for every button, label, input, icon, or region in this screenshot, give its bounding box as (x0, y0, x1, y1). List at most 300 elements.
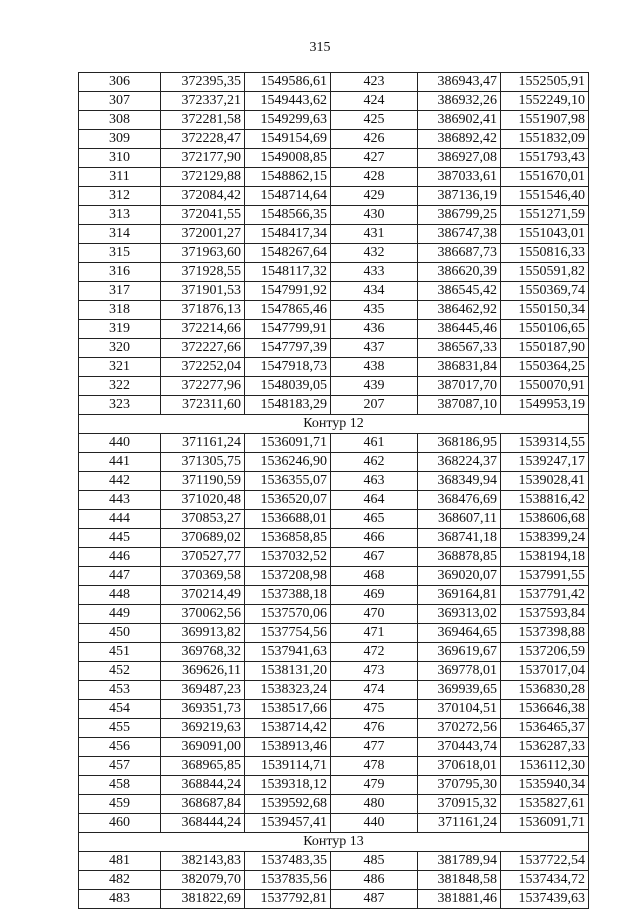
x-coordinate-cell: 387136,19 (418, 187, 501, 206)
x-coordinate-cell: 370369,58 (161, 567, 245, 586)
point-number-cell: 311 (79, 168, 161, 187)
y-coordinate-cell: 1537991,55 (501, 567, 589, 586)
x-coordinate-cell: 372177,90 (161, 149, 245, 168)
section-heading: Контур 13 (79, 833, 589, 852)
point-number-cell: 423 (331, 73, 418, 92)
point-number-cell: 442 (79, 472, 161, 491)
x-coordinate-cell: 370104,51 (418, 700, 501, 719)
table-row (79, 130, 589, 149)
y-coordinate-cell: 1550106,65 (501, 320, 589, 339)
y-coordinate-cell: 1539592,68 (245, 795, 331, 814)
point-number-cell: 451 (79, 643, 161, 662)
y-coordinate-cell: 1538816,42 (501, 491, 589, 510)
point-number-cell: 460 (79, 814, 161, 833)
x-coordinate-cell: 369619,67 (418, 643, 501, 662)
x-coordinate-cell: 371876,13 (161, 301, 245, 320)
y-coordinate-cell: 1539028,41 (501, 472, 589, 491)
x-coordinate-cell: 368844,24 (161, 776, 245, 795)
x-coordinate-cell: 370527,77 (161, 548, 245, 567)
x-coordinate-cell: 382079,70 (161, 871, 245, 890)
x-coordinate-cell: 370214,49 (161, 586, 245, 605)
x-coordinate-cell: 386545,42 (418, 282, 501, 301)
y-coordinate-cell: 1537570,06 (245, 605, 331, 624)
x-coordinate-cell: 382143,83 (161, 852, 245, 871)
x-coordinate-cell: 386567,33 (418, 339, 501, 358)
table-row (79, 662, 589, 681)
point-number-cell: 469 (331, 586, 418, 605)
x-coordinate-cell: 370618,01 (418, 757, 501, 776)
y-coordinate-cell: 1551546,40 (501, 187, 589, 206)
x-coordinate-cell: 370915,32 (418, 795, 501, 814)
x-coordinate-cell: 369464,65 (418, 624, 501, 643)
y-coordinate-cell: 1537754,56 (245, 624, 331, 643)
point-number-cell: 449 (79, 605, 161, 624)
y-coordinate-cell: 1536520,07 (245, 491, 331, 510)
table-row (79, 244, 589, 263)
y-coordinate-cell: 1548039,05 (245, 377, 331, 396)
table-row (79, 624, 589, 643)
point-number-cell: 443 (79, 491, 161, 510)
x-coordinate-cell: 370853,27 (161, 510, 245, 529)
point-number-cell: 448 (79, 586, 161, 605)
point-number-cell: 307 (79, 92, 161, 111)
x-coordinate-cell: 387017,70 (418, 377, 501, 396)
x-coordinate-cell: 371963,60 (161, 244, 245, 263)
point-number-cell: 306 (79, 73, 161, 92)
point-number-cell: 427 (331, 149, 418, 168)
y-coordinate-cell: 1551271,59 (501, 206, 589, 225)
y-coordinate-cell: 1535827,61 (501, 795, 589, 814)
table-row (79, 453, 589, 472)
y-coordinate-cell: 1538714,42 (245, 719, 331, 738)
point-number-cell: 461 (331, 434, 418, 453)
point-number-cell: 486 (331, 871, 418, 890)
y-coordinate-cell: 1552249,10 (501, 92, 589, 111)
page-number: 315 (309, 40, 331, 55)
y-coordinate-cell: 1536830,28 (501, 681, 589, 700)
point-number-cell: 434 (331, 282, 418, 301)
y-coordinate-cell: 1536287,33 (501, 738, 589, 757)
x-coordinate-cell: 386445,46 (418, 320, 501, 339)
table-row (79, 852, 589, 871)
x-coordinate-cell: 370062,56 (161, 605, 245, 624)
point-number-cell: 314 (79, 225, 161, 244)
point-number-cell: 473 (331, 662, 418, 681)
y-coordinate-cell: 1537791,42 (501, 586, 589, 605)
y-coordinate-cell: 1551670,01 (501, 168, 589, 187)
table-row (79, 776, 589, 795)
x-coordinate-cell: 372084,42 (161, 187, 245, 206)
x-coordinate-cell: 372228,47 (161, 130, 245, 149)
point-number-cell: 428 (331, 168, 418, 187)
point-number-cell: 435 (331, 301, 418, 320)
point-number-cell: 309 (79, 130, 161, 149)
x-coordinate-cell: 370443,74 (418, 738, 501, 757)
x-coordinate-cell: 369913,82 (161, 624, 245, 643)
point-number-cell: 429 (331, 187, 418, 206)
point-number-cell: 453 (79, 681, 161, 700)
y-coordinate-cell: 1539457,41 (245, 814, 331, 833)
x-coordinate-cell: 369626,11 (161, 662, 245, 681)
y-coordinate-cell: 1547799,91 (245, 320, 331, 339)
y-coordinate-cell: 1537792,81 (245, 890, 331, 909)
table-row (79, 738, 589, 757)
table-row (79, 225, 589, 244)
point-number-cell: 454 (79, 700, 161, 719)
y-coordinate-cell: 1538606,68 (501, 510, 589, 529)
y-coordinate-cell: 1548117,32 (245, 263, 331, 282)
x-coordinate-cell: 368741,18 (418, 529, 501, 548)
point-number-cell: 441 (79, 453, 161, 472)
point-number-cell: 424 (331, 92, 418, 111)
point-number-cell: 471 (331, 624, 418, 643)
table-row (79, 567, 589, 586)
point-number-cell: 430 (331, 206, 418, 225)
y-coordinate-cell: 1539318,12 (245, 776, 331, 795)
x-coordinate-cell: 372041,55 (161, 206, 245, 225)
table-row (79, 643, 589, 662)
x-coordinate-cell: 368687,84 (161, 795, 245, 814)
x-coordinate-cell: 371901,53 (161, 282, 245, 301)
y-coordinate-cell: 1548862,15 (245, 168, 331, 187)
y-coordinate-cell: 1537941,63 (245, 643, 331, 662)
y-coordinate-cell: 1537483,35 (245, 852, 331, 871)
y-coordinate-cell: 1551832,09 (501, 130, 589, 149)
point-number-cell: 477 (331, 738, 418, 757)
table-row (79, 890, 589, 909)
table-row (79, 548, 589, 567)
x-coordinate-cell: 371161,24 (418, 814, 501, 833)
point-number-cell: 476 (331, 719, 418, 738)
point-number-cell: 425 (331, 111, 418, 130)
y-coordinate-cell: 1537593,84 (501, 605, 589, 624)
point-number-cell: 426 (331, 130, 418, 149)
y-coordinate-cell: 1550591,82 (501, 263, 589, 282)
table-row (79, 681, 589, 700)
y-coordinate-cell: 1547918,73 (245, 358, 331, 377)
point-number-cell: 463 (331, 472, 418, 491)
x-coordinate-cell: 369091,00 (161, 738, 245, 757)
y-coordinate-cell: 1552505,91 (501, 73, 589, 92)
y-coordinate-cell: 1538194,18 (501, 548, 589, 567)
x-coordinate-cell: 369020,07 (418, 567, 501, 586)
x-coordinate-cell: 369487,23 (161, 681, 245, 700)
y-coordinate-cell: 1535940,34 (501, 776, 589, 795)
y-coordinate-cell: 1537017,04 (501, 662, 589, 681)
point-number-cell: 478 (331, 757, 418, 776)
table-row (79, 871, 589, 890)
x-coordinate-cell: 369313,02 (418, 605, 501, 624)
point-number-cell: 318 (79, 301, 161, 320)
x-coordinate-cell: 372214,66 (161, 320, 245, 339)
point-number-cell: 462 (331, 453, 418, 472)
x-coordinate-cell: 369939,65 (418, 681, 501, 700)
point-number-cell: 207 (331, 396, 418, 415)
x-coordinate-cell: 369164,81 (418, 586, 501, 605)
table-row (79, 529, 589, 548)
table-row (79, 92, 589, 111)
point-number-cell: 313 (79, 206, 161, 225)
y-coordinate-cell: 1538399,24 (501, 529, 589, 548)
point-number-cell: 467 (331, 548, 418, 567)
point-number-cell: 450 (79, 624, 161, 643)
x-coordinate-cell: 381848,58 (418, 871, 501, 890)
point-number-cell: 440 (331, 814, 418, 833)
point-number-cell: 315 (79, 244, 161, 263)
y-coordinate-cell: 1536112,30 (501, 757, 589, 776)
point-number-cell: 472 (331, 643, 418, 662)
point-number-cell: 459 (79, 795, 161, 814)
x-coordinate-cell: 387087,10 (418, 396, 501, 415)
point-number-cell: 316 (79, 263, 161, 282)
x-coordinate-cell: 369768,32 (161, 643, 245, 662)
y-coordinate-cell: 1548183,29 (245, 396, 331, 415)
point-number-cell: 321 (79, 358, 161, 377)
table-row (79, 605, 589, 624)
y-coordinate-cell: 1537835,56 (245, 871, 331, 890)
y-coordinate-cell: 1547991,92 (245, 282, 331, 301)
x-coordinate-cell: 369351,73 (161, 700, 245, 719)
section-heading: Контур 12 (79, 415, 589, 434)
point-number-cell: 466 (331, 529, 418, 548)
x-coordinate-cell: 386943,47 (418, 73, 501, 92)
point-number-cell: 431 (331, 225, 418, 244)
table-row (79, 168, 589, 187)
y-coordinate-cell: 1549443,62 (245, 92, 331, 111)
x-coordinate-cell: 368186,95 (418, 434, 501, 453)
y-coordinate-cell: 1536091,71 (501, 814, 589, 833)
y-coordinate-cell: 1536688,01 (245, 510, 331, 529)
coordinates-table (78, 72, 589, 909)
y-coordinate-cell: 1536646,38 (501, 700, 589, 719)
x-coordinate-cell: 371305,75 (161, 453, 245, 472)
y-coordinate-cell: 1539314,55 (501, 434, 589, 453)
x-coordinate-cell: 386892,42 (418, 130, 501, 149)
table-row (79, 377, 589, 396)
y-coordinate-cell: 1537398,88 (501, 624, 589, 643)
y-coordinate-cell: 1548566,35 (245, 206, 331, 225)
table-row (79, 282, 589, 301)
point-number-cell: 481 (79, 852, 161, 871)
table-row (79, 301, 589, 320)
x-coordinate-cell: 386620,39 (418, 263, 501, 282)
point-number-cell: 436 (331, 320, 418, 339)
point-number-cell: 447 (79, 567, 161, 586)
y-coordinate-cell: 1537388,18 (245, 586, 331, 605)
x-coordinate-cell: 381881,46 (418, 890, 501, 909)
table-row (79, 187, 589, 206)
y-coordinate-cell: 1547865,46 (245, 301, 331, 320)
y-coordinate-cell: 1538913,46 (245, 738, 331, 757)
y-coordinate-cell: 1549008,85 (245, 149, 331, 168)
point-number-cell: 320 (79, 339, 161, 358)
y-coordinate-cell: 1549299,63 (245, 111, 331, 130)
x-coordinate-cell: 372129,88 (161, 168, 245, 187)
x-coordinate-cell: 386927,08 (418, 149, 501, 168)
table-row (79, 206, 589, 225)
x-coordinate-cell: 368224,37 (418, 453, 501, 472)
point-number-cell: 482 (79, 871, 161, 890)
point-number-cell: 308 (79, 111, 161, 130)
x-coordinate-cell: 371161,24 (161, 434, 245, 453)
section-heading-row (79, 833, 589, 852)
x-coordinate-cell: 386687,73 (418, 244, 501, 263)
x-coordinate-cell: 368965,85 (161, 757, 245, 776)
table-row (79, 700, 589, 719)
point-number-cell: 464 (331, 491, 418, 510)
x-coordinate-cell: 372311,60 (161, 396, 245, 415)
y-coordinate-cell: 1538517,66 (245, 700, 331, 719)
point-number-cell: 456 (79, 738, 161, 757)
point-number-cell: 458 (79, 776, 161, 795)
point-number-cell: 480 (331, 795, 418, 814)
point-number-cell: 322 (79, 377, 161, 396)
point-number-cell: 457 (79, 757, 161, 776)
y-coordinate-cell: 1536246,90 (245, 453, 331, 472)
x-coordinate-cell: 368878,85 (418, 548, 501, 567)
x-coordinate-cell: 368476,69 (418, 491, 501, 510)
x-coordinate-cell: 372227,66 (161, 339, 245, 358)
table-row (79, 795, 589, 814)
y-coordinate-cell: 1536858,85 (245, 529, 331, 548)
point-number-cell: 432 (331, 244, 418, 263)
y-coordinate-cell: 1536091,71 (245, 434, 331, 453)
x-coordinate-cell: 370689,02 (161, 529, 245, 548)
y-coordinate-cell: 1550187,90 (501, 339, 589, 358)
y-coordinate-cell: 1537439,63 (501, 890, 589, 909)
point-number-cell: 437 (331, 339, 418, 358)
point-number-cell: 468 (331, 567, 418, 586)
table-row (79, 434, 589, 453)
x-coordinate-cell: 386831,84 (418, 358, 501, 377)
y-coordinate-cell: 1548714,64 (245, 187, 331, 206)
y-coordinate-cell: 1549586,61 (245, 73, 331, 92)
x-coordinate-cell: 381822,69 (161, 890, 245, 909)
table-row (79, 814, 589, 833)
x-coordinate-cell: 381789,94 (418, 852, 501, 871)
y-coordinate-cell: 1548267,64 (245, 244, 331, 263)
point-number-cell: 485 (331, 852, 418, 871)
table-row (79, 586, 589, 605)
y-coordinate-cell: 1550369,74 (501, 282, 589, 301)
table-row (79, 472, 589, 491)
y-coordinate-cell: 1536355,07 (245, 472, 331, 491)
table-row (79, 73, 589, 92)
table-row (79, 510, 589, 529)
x-coordinate-cell: 368444,24 (161, 814, 245, 833)
y-coordinate-cell: 1550070,91 (501, 377, 589, 396)
point-number-cell: 487 (331, 890, 418, 909)
y-coordinate-cell: 1550816,33 (501, 244, 589, 263)
point-number-cell: 310 (79, 149, 161, 168)
table-row (79, 320, 589, 339)
y-coordinate-cell: 1538323,24 (245, 681, 331, 700)
point-number-cell: 445 (79, 529, 161, 548)
point-number-cell: 483 (79, 890, 161, 909)
point-number-cell: 465 (331, 510, 418, 529)
point-number-cell: 470 (331, 605, 418, 624)
table-row (79, 339, 589, 358)
y-coordinate-cell: 1551907,98 (501, 111, 589, 130)
point-number-cell: 474 (331, 681, 418, 700)
y-coordinate-cell: 1550364,25 (501, 358, 589, 377)
y-coordinate-cell: 1537722,54 (501, 852, 589, 871)
x-coordinate-cell: 371020,48 (161, 491, 245, 510)
y-coordinate-cell: 1548417,34 (245, 225, 331, 244)
y-coordinate-cell: 1551043,01 (501, 225, 589, 244)
x-coordinate-cell: 369778,01 (418, 662, 501, 681)
y-coordinate-cell: 1537434,72 (501, 871, 589, 890)
point-number-cell: 317 (79, 282, 161, 301)
y-coordinate-cell: 1547797,39 (245, 339, 331, 358)
section-heading-row (79, 415, 589, 434)
point-number-cell: 479 (331, 776, 418, 795)
point-number-cell: 319 (79, 320, 161, 339)
point-number-cell: 444 (79, 510, 161, 529)
y-coordinate-cell: 1551793,43 (501, 149, 589, 168)
coordinates-table-body (79, 73, 589, 909)
point-number-cell: 455 (79, 719, 161, 738)
table-row (79, 149, 589, 168)
x-coordinate-cell: 369219,63 (161, 719, 245, 738)
point-number-cell: 475 (331, 700, 418, 719)
point-number-cell: 439 (331, 377, 418, 396)
x-coordinate-cell: 372277,96 (161, 377, 245, 396)
table-row (79, 396, 589, 415)
y-coordinate-cell: 1550150,34 (501, 301, 589, 320)
x-coordinate-cell: 386462,92 (418, 301, 501, 320)
y-coordinate-cell: 1537032,52 (245, 548, 331, 567)
y-coordinate-cell: 1536465,37 (501, 719, 589, 738)
y-coordinate-cell: 1538131,20 (245, 662, 331, 681)
point-number-cell: 440 (79, 434, 161, 453)
x-coordinate-cell: 387033,61 (418, 168, 501, 187)
y-coordinate-cell: 1549154,69 (245, 130, 331, 149)
y-coordinate-cell: 1539247,17 (501, 453, 589, 472)
y-coordinate-cell: 1537206,59 (501, 643, 589, 662)
x-coordinate-cell: 368349,94 (418, 472, 501, 491)
x-coordinate-cell: 368607,11 (418, 510, 501, 529)
point-number-cell: 438 (331, 358, 418, 377)
table-row (79, 491, 589, 510)
x-coordinate-cell: 372395,35 (161, 73, 245, 92)
x-coordinate-cell: 372281,58 (161, 111, 245, 130)
x-coordinate-cell: 386799,25 (418, 206, 501, 225)
x-coordinate-cell: 372252,04 (161, 358, 245, 377)
x-coordinate-cell: 372337,21 (161, 92, 245, 111)
x-coordinate-cell: 372001,27 (161, 225, 245, 244)
x-coordinate-cell: 371190,59 (161, 472, 245, 491)
point-number-cell: 312 (79, 187, 161, 206)
y-coordinate-cell: 1537208,98 (245, 567, 331, 586)
x-coordinate-cell: 386902,41 (418, 111, 501, 130)
x-coordinate-cell: 370272,56 (418, 719, 501, 738)
x-coordinate-cell: 371928,55 (161, 263, 245, 282)
point-number-cell: 446 (79, 548, 161, 567)
y-coordinate-cell: 1549953,19 (501, 396, 589, 415)
point-number-cell: 433 (331, 263, 418, 282)
table-row (79, 757, 589, 776)
point-number-cell: 452 (79, 662, 161, 681)
table-row (79, 358, 589, 377)
y-coordinate-cell: 1539114,71 (245, 757, 331, 776)
x-coordinate-cell: 386932,26 (418, 92, 501, 111)
point-number-cell: 323 (79, 396, 161, 415)
table-row (79, 719, 589, 738)
table-row (79, 263, 589, 282)
x-coordinate-cell: 370795,30 (418, 776, 501, 795)
x-coordinate-cell: 386747,38 (418, 225, 501, 244)
